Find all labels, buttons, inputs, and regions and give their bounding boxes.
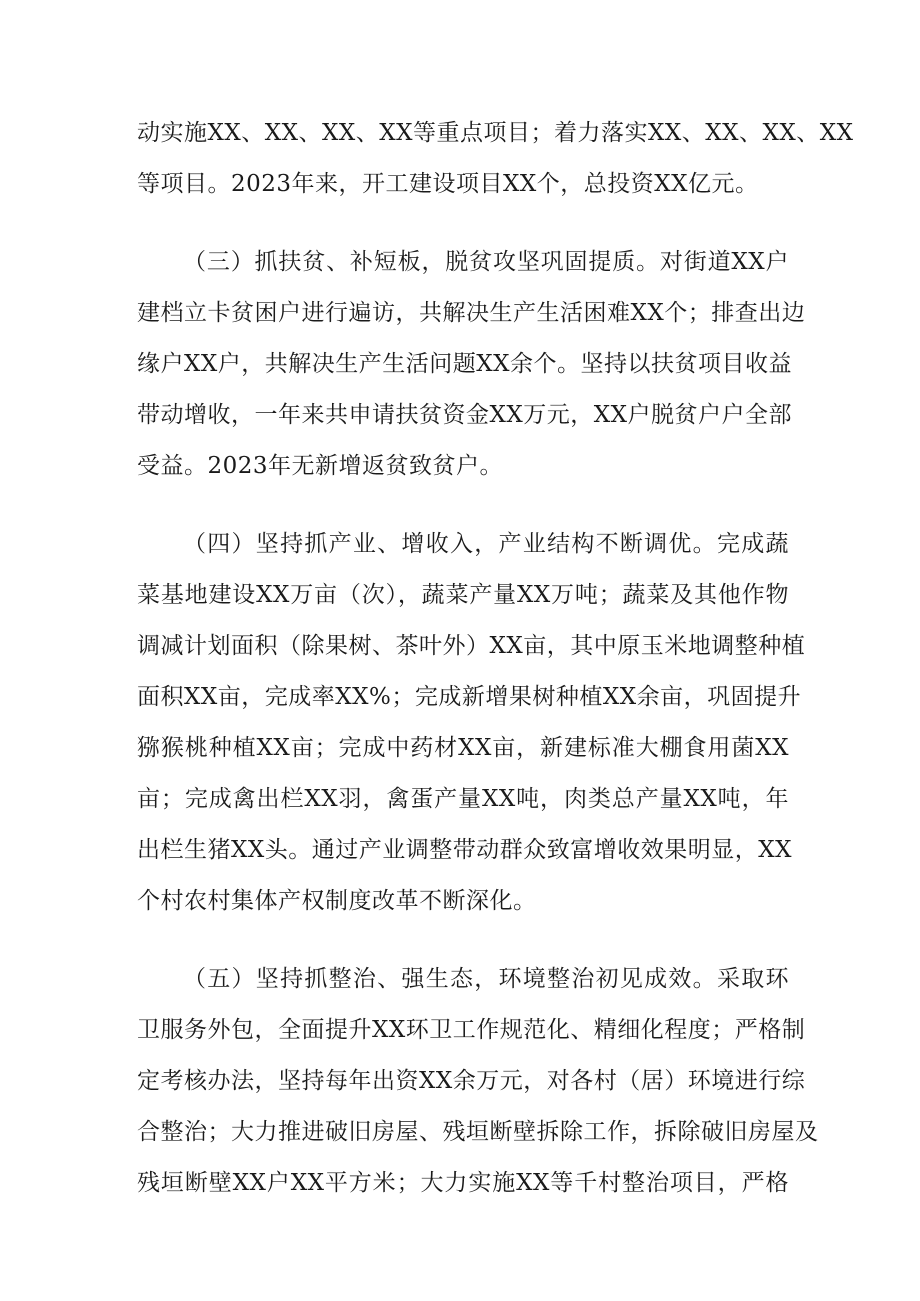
paragraph-4-line-1: （五）坚持抓整治、强生态，环境整治初见成效。采取环 [183,966,789,992]
paragraph-3-line-5: 猕猴桃种植XX亩；完成中药材XX亩，新建标准大棚食用菌XX [137,735,789,761]
paragraph-2-line-5: 受益。2023年无新增返贫致贫户。 [137,453,504,479]
paragraph-3-line-2: 菜基地建设XX万亩（次），蔬菜产量XX万吨；蔬菜及其他作物 [137,582,789,608]
paragraph-2-line-4: 带动增收，一年来共申请扶贫资金XX万元，XX户脱贫户户全部 [137,402,792,428]
paragraph-2-line-3: 缘户XX户，共解决生产生活问题XX余个。坚持以扶贫项目收益 [137,351,792,377]
paragraph-4-line-4: 合整治；大力推进破旧房屋、残垣断壁拆除工作，拆除破旧房屋及 [137,1119,819,1145]
paragraph-3-line-8: 个村农村集体产权制度改革不断深化。 [137,888,537,914]
paragraph-3-line-6: 亩；完成禽出栏XX羽，禽蛋产量XX吨，肉类总产量XX吨，年 [137,786,789,812]
paragraph-1-line-2: 等项目。2023年来，开工建设项目XX个，总投资XX亿元。 [137,171,759,197]
paragraph-4-line-3: 定考核办法，坚持每年出资XX余万元，对各村（居）环境进行综 [137,1068,806,1094]
paragraph-3-line-4: 面积XX亩，完成率XX%；完成新增果树种植XX余亩，巩固提升 [137,684,802,710]
paragraph-4-line-5: 残垣断壁XX户XX平方米；大力实施XX等千村整治项目，严格 [137,1170,789,1196]
paragraph-4-line-2: 卫服务外包，全面提升XX环卫工作规范化、精细化程度；严格制 [137,1017,806,1043]
paragraph-2-line-1: （三）抓扶贫、补短板，脱贫攻坚巩固提质。对街道XX户 [183,249,789,275]
paragraph-2-line-2: 建档立卡贫困户进行遍访，共解决生产生活困难XX个；排查出边 [137,300,806,326]
paragraph-3-line-3: 调减计划面积（除果树、茶叶外）XX亩，其中原玉米地调整种植 [137,633,806,659]
paragraph-1-line-1: 动实施XX、XX、XX、XX等重点项目；着力落实XX、XX、XX、XX [137,120,854,146]
paragraph-3-line-1: （四）坚持抓产业、增收入，产业结构不断调优。完成蔬 [183,531,789,557]
paragraph-3-line-7: 出栏生猪XX头。通过产业调整带动群众致富增收效果明显，XX [137,837,792,863]
